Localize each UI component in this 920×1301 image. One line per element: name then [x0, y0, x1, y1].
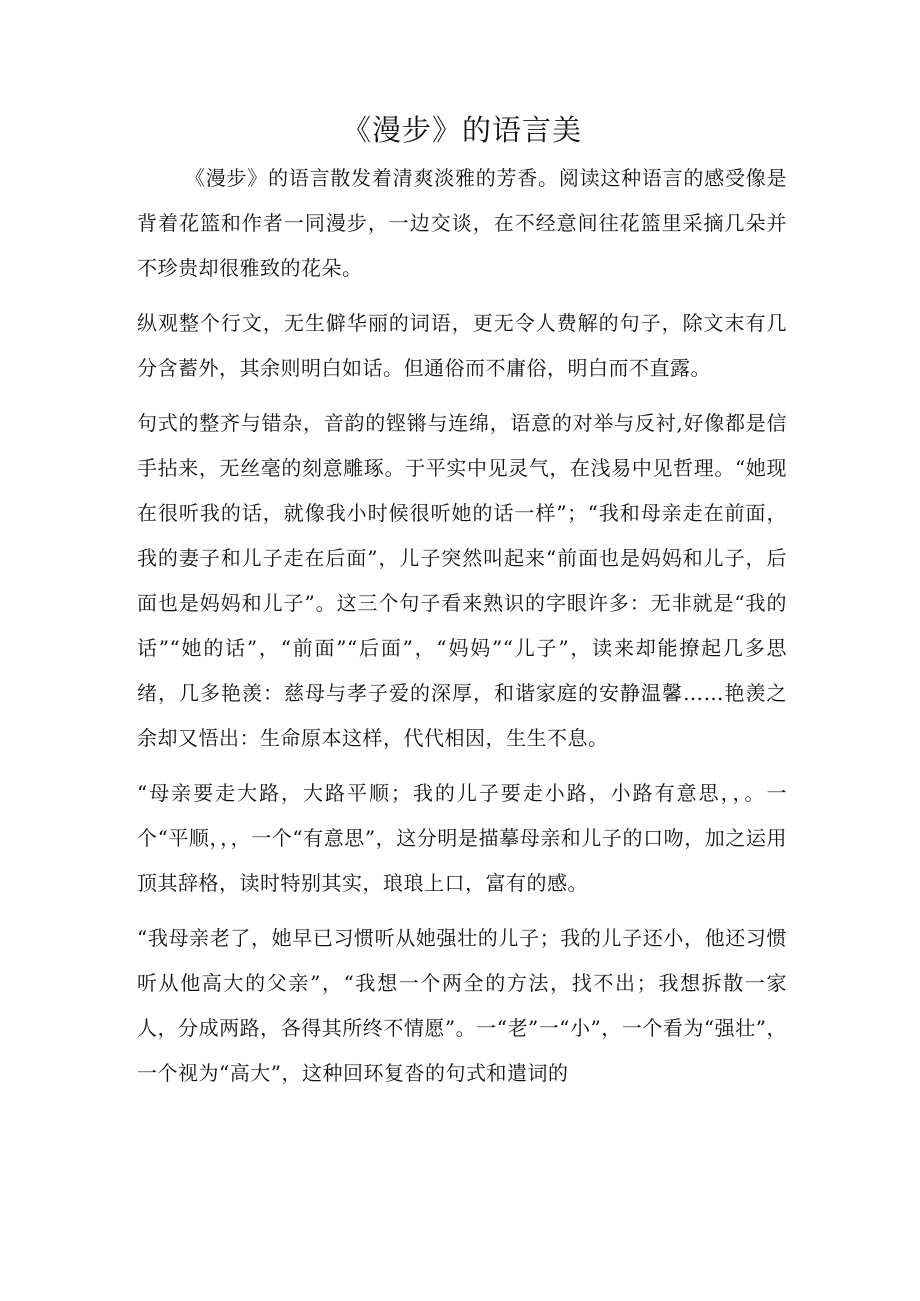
paragraph-3: 句式的整齐与错杂，音韵的铿锵与连绵，语意的对举与反衬,好像都是信手拈来，无丝毫的刻意雕琢。于平实中见灵气，在浅易中见哲理。“她现在很听我的话，就像我小时候很听她的话一样”；“我和母亲走在前面，我的妻子和儿子走在后面”，儿子突然叫起来“前面也是妈妈和儿子，后面也是妈妈和儿子”。这三个句子看来熟识的字眼许多：无非就是“我的话”“她的话”，“前面”“后面”，“妈妈”“儿子”，读来却能撩起几多思绪，几多艳羡：慈母与孝子爱的深厚，和谐家庭的安静温馨……艳羡之余却又悟出：生命原本这样，代代相因，生生不息。: [137, 411, 787, 750]
paragraph-4: “母亲要走大路，大路平顺；我的儿子要走小路，小路有意思，，。一个“平顺，，，一个“有意思”，这分明是描摹母亲和儿子的口吻，加之运用顶其辞格，读时特别其实，琅琅上口，富有的感。: [137, 781, 787, 895]
document-page: [137, 108, 787, 1106]
paragraph-5: “我母亲老了，她早已习惯听从她强壮的儿子；我的儿子还小，他还习惯听从他高大的父亲”，“我想一个两全的方法，找不出；我想拆散一家人，分成两路，各得其所终不情愿”。一“老”一“小”，一个看为“强壮”，一个视为“高大”，这种回环复沓的句式和遣词的: [137, 926, 787, 1085]
paragraph-1: 《漫步》的语言散发着清爽淡雅的芳香。阅读这种语言的感受像是背着花篮和作者一同漫步，一边交谈，在不经意间往花篮里采摘几朵并不珍贵却很雅致的花朵。: [137, 166, 787, 280]
paragraph-2: 纵观整个行文，无生僻华丽的词语，更无令人费解的句子，除文末有几分含蓄外，其余则明白如话。但通俗而不庸俗，明白而不直露。: [137, 311, 787, 380]
document-title: 《漫步》的语言美: [341, 113, 582, 147]
